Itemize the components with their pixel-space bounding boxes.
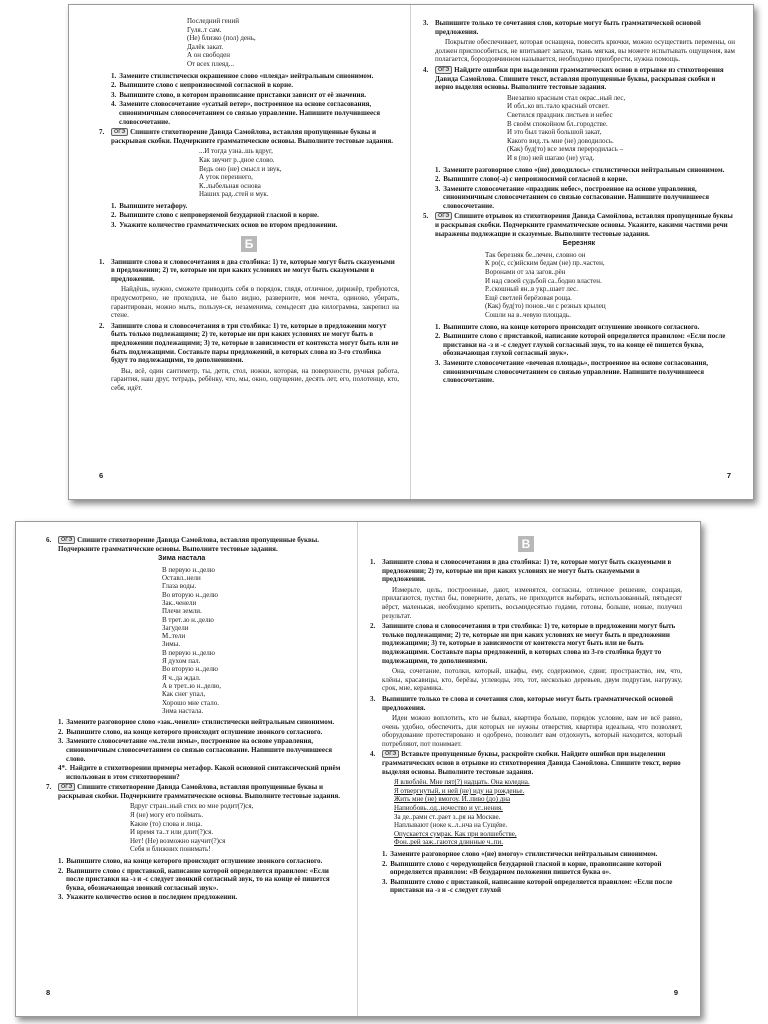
poem-line: Как снег упал, (162, 690, 206, 699)
poem-line: Как звучит р..дное слово. (199, 155, 275, 164)
task-4: 4. ОГЭ Найдите ошибки при выделении грамматических основ в отрывке из стихотворения Давида Самойлова. Спишите текст, вставляя пропущенные буквы, раскрывая скобки и верно выделяя основы. Выполните тестовые задания. (423, 65, 724, 92)
poem-line: Так березняк бе..лечен, словно он (485, 250, 586, 259)
page-number: 7 (726, 471, 731, 481)
poem-line: И это был такой большой закат, (507, 128, 602, 137)
poem-line: И над своей судьбой са..бодно властен. (485, 276, 602, 285)
word-list: Измерьте, цель, построенные, дают, изменятся, согласны, отличное решение, сокращая, прилагаются, пустил бы, поверните, делать, не приходится выбирать, использованный, пятьдесят вёрст, маленькая, необходимо крепить, восьмидесятью годами, готовы, больше, новые, получил результат. (382, 585, 682, 620)
task-7: 7. ОГЭ Спишите стихотворение Давида Самойлова, вставляя пропущенные буквы и раскрывая скобки. Подчеркните грамматические основы. Выполните тестовые задания. (46, 783, 341, 800)
sub-task: 3. Замените словосочетание «м..тели зимы», построенное на основе управления, синонимичным словосочетанием со связью согласование. Напишите получившееся слово. (58, 737, 332, 763)
task-list (46, 718, 346, 781)
sub-task: 4. Замените словосочетание «усатый ветер», построенное на основе согласования, синонимичным словосочетанием со связью управление. Напишите получившееся словосочетание. (111, 100, 381, 126)
word-list: Она, сочетание, потолки, который, шкафы, ему, содержимое, сдвиг, пространство, им, что, клёны, красавицы, кто, берёзы, углеводы, это, тот, несколько деревьев, двум подругам, нагрузку, срок, мне, керамика. (382, 667, 682, 693)
poem-birch-grove (423, 251, 735, 320)
page-number: 8 (46, 988, 51, 998)
section-task-3: 3. Выпишите только те слова и сочетания слов, которые могут быть грамматической основой предложения. (370, 694, 674, 712)
poem-line: Сошли на в..чевую площадь. (485, 311, 571, 319)
poem-sunset (423, 94, 735, 163)
oge-badge: ОГЭ (111, 128, 128, 136)
poem-winter-came (46, 566, 346, 715)
poem-line: Зима настала. (162, 706, 204, 715)
poem-line: А в трет..ю н..делю, (162, 681, 222, 690)
poem-line: В первую н..делю (162, 648, 215, 657)
sub-task: 1. Выпишите метафору. (111, 201, 188, 210)
poem-strange-verse (46, 802, 346, 854)
poem-line: (Не) близко (пол) день, (187, 34, 256, 43)
poem-line: В трет..ю н..делю (162, 615, 214, 624)
poem-line: (Как) буд(то) понов..чи с резных крылец (485, 302, 606, 311)
poem-line: Далёк закат. (187, 42, 224, 51)
poem-line: К ро(с, сс)ийским бедам (не) пр..частен, (485, 259, 605, 268)
poem-line: ...И тогда узна..шь вдруг, (199, 147, 273, 156)
sub-task: 3. Замените словосочетание «праздник небес», построенное на основе управления, синонимичным словосочетанием со связью согласование. Напишите получившееся словосочетание. (435, 184, 709, 210)
poem-line: Я (не) могу его поймать. (130, 811, 204, 820)
poem-line: Ведь оно (не) смысл и звук, (199, 164, 282, 173)
poem-title: Зима настала (158, 555, 206, 563)
poem-line: А уток переннего, (199, 173, 253, 182)
poem-line: И время та..т или длит(?)ся. (130, 828, 214, 837)
word-list: Идеи можно воплотить, кто не бывал, квартира больше, порядок условие, вам не всё равно, очень удобно, обеспечить, для которых не нужны отверстия, квартира идеальна, что позволяет, оборудование протестировано и одобрено, позволит вам отдохнуть, который находится, который потребляют, пот понимает. (382, 714, 682, 748)
sub-task: 3. Замените словосочетание «вечевая площадь», построенное на основе согласования, синонимичным словосочетанием со связью управление. Напишите получившееся словосочетание. (435, 358, 709, 385)
poem-line: Ещё светлей берёзовая роща. (485, 293, 572, 302)
sub-task: 3. Укажите количество основ в последнем предложении. (58, 893, 238, 902)
section-task-2: 2. Запишите слова и словосочетания в три столбика: 1) те, которые в предложении могут быть только подлежащими; 2) те, которые ни при каких условиях не могут быть в предложении подлежащими; 3) те, которые в зависимости от контекста могут быть или не быть подлежащими. Составьте пары предложений, в которых слова из 3-го столбика будут то подлежащими, то дополнениями. (370, 622, 676, 665)
task-list (370, 850, 682, 895)
poem-line: Светился праздник листьев и небес (507, 110, 613, 119)
spread-pages-6-7 (68, 4, 754, 500)
poem-line: От всех плеяд... (187, 59, 234, 68)
page-6 (69, 5, 411, 499)
poem-line: А он свободен (187, 51, 230, 60)
oge-badge: ОГЭ (435, 66, 452, 74)
poem-line: Я отвергнутый, и ней (не) иду на рожденье. (394, 786, 525, 795)
page-8 (16, 522, 358, 1016)
poem-line: Р..скошный ян..в укр..шает лес. (485, 285, 578, 294)
poem-in-love (370, 778, 682, 847)
poem-line: Загудели (162, 623, 189, 632)
task-6: 6. ОГЭ Спишите стихотворение Давида Самойлова, вставляя пропущенные буквы. Подчеркните грамматические основы. Выполните тестовые задания. (46, 536, 320, 553)
task-list (423, 166, 735, 211)
poem-line: Во вторую н..делю (162, 590, 219, 599)
word-list: Покрытие обеспечивает, которая оснащена, повесить крючки, можно осуществить перемены, он должен приспособиться, не впитывает запахи, ткань мягкая, вы можете испытывать ощущения, вам полагается, бороздовчинном называется, необходимо приобрести, нужна помощь. (435, 38, 735, 64)
spread-pages-8-9 (15, 521, 701, 1017)
poem-line: Какие (то) слова и лица. (130, 819, 203, 828)
sub-task: 1. Выпишите слово, на конце которого происходит оглушение звонкого согласного. (58, 857, 323, 866)
section-marker-b: Б (241, 236, 257, 252)
poem-line: Какого вид..ть мне (не) доводилось. (507, 136, 614, 145)
sub-task: 2. Выпишите слово с непроверяемой безударной гласной в корне. (111, 211, 319, 220)
task-5: 5. ОГЭ Спишите отрывок из стихотворения Давида Самойлова, вставляя пропущенные буквы и раскрывая скобки. Подчеркните грамматические основы. Укажите, какими частями речи выражены подлежащие и сказуемые. Выполните тестовые задания. (423, 212, 733, 238)
sub-task: 3. Укажите количество грамматических основ во втором предложении. (111, 221, 338, 230)
poem-line: Зимы. (162, 640, 181, 649)
page-number: 9 (673, 988, 678, 998)
poem-line: В первую н..делю (162, 565, 215, 574)
oge-badge: ОГЭ (58, 783, 75, 791)
poem-line: Я ч..да ждал. (162, 673, 201, 682)
task-list (99, 202, 399, 230)
sub-task: 2. Выпишите слово с непроизносимой согласной в корне. (111, 81, 293, 90)
sub-task: 1. Замените разговорное слово «(не) вмогоу» стилистически нейтральным синонимом. (382, 850, 658, 858)
poem-line: И обл..ко вп..тало красный отсвет. (507, 102, 609, 111)
poem-line: Плечи земли. (162, 607, 202, 616)
sub-task: 1. Замените разговорное слово «зак..ченели» стилистически нейтральным синонимом. (58, 718, 335, 727)
sub-task: 4*. Найдите в стихотворении примеры метафор. Какой основной синтаксический приём использован в этом стихотворении? (58, 764, 341, 781)
poem-line: Гуля..т сам. (187, 25, 222, 34)
section-task-2: 2. Запишите слова и словосочетания в три столбика: 1) те, которые в предложении могут быть только подлежащими; 2) те, которые ни при каких условиях не могут быть в предложении подлежащими; 3) те, которые в зависимости от контекста могут быть или не быть подлежащими. Составьте пары предложений, в которых слова из 3-го столбика будут то подлежащими, то дополнениями. (99, 321, 399, 365)
poem-line: Оставл..нели (162, 574, 201, 583)
poem-line: Глаза воды. (162, 582, 197, 591)
page-number: 6 (99, 471, 104, 481)
sub-task: 2. Выпишите слово с приставкой, написание которой определяется правилом: «Если после приставки на -з и -с следует глухой согласный звук, то на конце её пишется буква, обозначающая глухой согласный звук». (435, 332, 726, 358)
sub-task: 3. Выпишите слово, в котором правописание приставки зависит от её значения. (111, 90, 367, 99)
poem-line: Воронами от зла загов..рён (485, 268, 566, 277)
sub-task: 1. Замените стилистически окрашенное слово «плеяда» нейтральным синонимом. (111, 71, 374, 80)
poem-line: За де..рами ст..рает з..ря на Москве. (394, 812, 501, 821)
poem-line: Внезапно красным стал окрас..ный лес, (507, 93, 626, 102)
section-task-1: 1. Запишите слова и словосочетания в два столбика: 1) те, которые могут быть сказуемыми в предложении; 2) те, которые ни при каких условиях не могут быть сказуемыми в предложении. (99, 257, 395, 283)
word-list: Найдёшь, нужно, сможете приводить себя в порядок, глядя, отличное, дирижёр, требуются, предусмотрено, не проходила, не было видно, развернитe, моя мечта, одиноко, убирать, гарантирован, можно мыть, пользуя-ся, незаменима, семьдесят два килограмма, закрепил на стене. (111, 285, 399, 320)
sub-task: 2. Выпишите слово, на конце которого происходит оглушение звонкого согласного. (58, 727, 323, 736)
task-list (46, 857, 346, 902)
poem-line: Жить мне (не) вмогоу. И..пиво (до) дна (394, 795, 511, 804)
poem-line: Опускается сумрак. Как при волшебстве, (394, 829, 517, 838)
poem-line: Вдруг стран..ный стих во мне родит(?)ся, (130, 802, 254, 811)
oge-badge: ОГЭ (58, 536, 75, 544)
task-7: 7. ОГЭ Спишите стихотворение Давида Самойлова, вставляя пропущенные буквы и раскрывая скобки. Подчеркните грамматические основы. Выполните тестовые задания. (99, 128, 394, 145)
poem-line: Во вторую н..делю (162, 665, 219, 674)
oge-badge: ОГЭ (382, 750, 399, 758)
word-list: Вы, всё, один сантиметр, ты, дети, стол, ножки, которая, на поверхности, ручная работа, гарантия, наш друг, тетрадь, ребёнку, что, мы, окно, ощущение, десять лет, его, полотенце, кто, себя, идёт. (111, 366, 399, 392)
task-3: 3. Выпишите только те сочетания слов, которые могут быть грамматической основой предложения. (423, 19, 701, 36)
section-marker-v: В (518, 536, 534, 552)
poem-line: Фон..рей заж..гаются длинные ч..пи. (394, 838, 504, 847)
poem-line: И я (по) ней шагаю (не) угад. (507, 153, 595, 162)
poem-line: (Как) буд(то) все земля переродилась – (507, 145, 624, 154)
poem-line: Напиобовь..од..ночество и уг..нения. (394, 804, 503, 813)
poem-last-genius (99, 17, 399, 69)
poem-line: Наплывают (ноке к..л..нча на Сущёве. (394, 821, 508, 830)
task-list (99, 72, 399, 127)
sub-task: 2. Выпишите слово(-а) с непроизносимой согласной в корне. (435, 175, 628, 184)
poem-line: В своём спокойном бл..городстве. (507, 119, 608, 128)
oge-badge: ОГЭ (435, 212, 452, 220)
poem-line: Я духом пал. (162, 657, 201, 666)
section-task-1: 1. Запишите слова и словосочетания в два столбика: 1) те, которые могут быть сказуемыми в предложении; 2) те, которые ни при каких условиях не могут быть сказуемыми в предложении. (370, 558, 672, 584)
poem-line: Я влюблён. Мне пят(?) надцать. Она коледна. (394, 778, 530, 787)
sub-task: 3. Выпишите слово с приставкой, написание которой определяется правилом: «Если после приставки на -з и -с следует глухой (382, 877, 673, 895)
poem-line: К..лыбельная основа (199, 181, 261, 190)
poem-line: Нет! (Не) возможно научит(?)ся (130, 836, 226, 845)
page-9 (358, 522, 700, 1016)
sub-task: 1. Выпишите слово, на конце которого происходит оглушение звонкого согласного. (435, 322, 700, 331)
sub-task: 2. Выпишите слово с приставкой, написание которой определяется правилом: «Если после приставки на -з и -с следует звонкий согласный звук, то на конце её пишется буква, обозначающая звонкий согласный звук». (58, 866, 330, 892)
sub-task: 1. Замените разговорное слово «(не) доводилось» стилистически нейтральным синонимом. (435, 165, 725, 174)
poem-title: Березняк (562, 240, 596, 248)
poem-line: М..тели (162, 632, 186, 641)
poem-line: Себя и ближних понимать! (130, 845, 211, 854)
task-list (423, 323, 735, 385)
poem-line: Наших рад..стей и мук. (199, 190, 269, 199)
section-task-4: 4. ОГЭ Вставьте пропущенные буквы, раскройте скобки. Найдите ошибки при выделении грамматических основ в отрывке из стихотворения Давида Самойлова. Спишите текст, верно выделяя основы. Выполните тестовые задания. (370, 750, 681, 776)
poem-native-word (99, 147, 399, 199)
sub-task: 2. Выпишите слово с чередующейся безударной гласной в корне, правописание которой определяется правилом: «В безударном положении пишется буква о». (382, 859, 662, 877)
page-7 (411, 5, 753, 499)
poem-line: Последний гений (187, 17, 240, 25)
poem-line: Зак..ченели (162, 598, 197, 607)
poem-line: Хорошо мне стало. (162, 698, 219, 707)
